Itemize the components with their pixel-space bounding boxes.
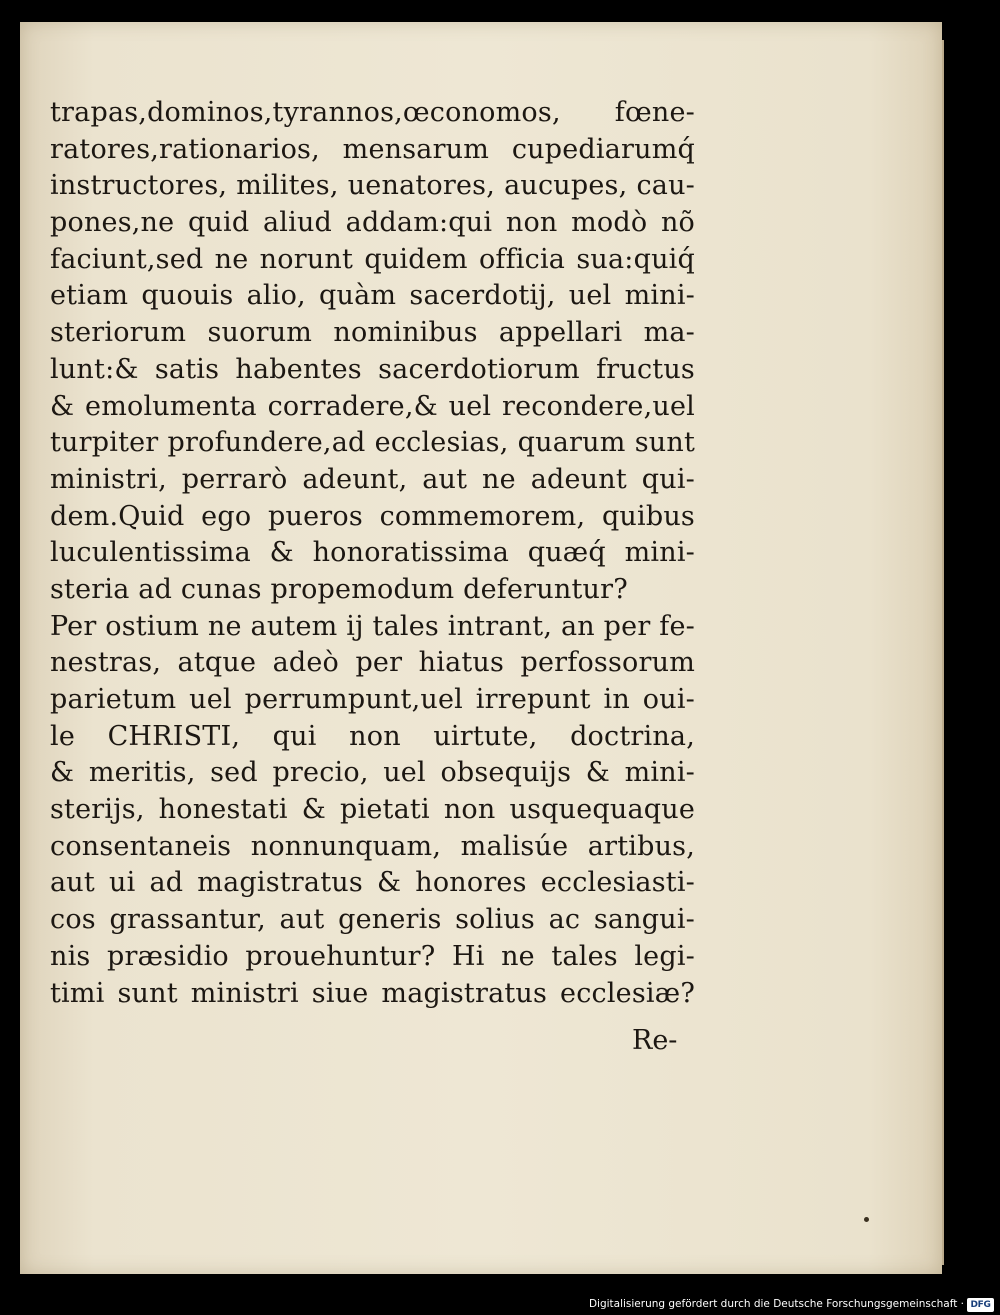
text-line-6: etiam quouis alio, quàm sacerdotij, uel mini- <box>50 280 695 312</box>
page-text <box>50 95 695 1012</box>
text-line-16: nestras, atque adeò per hiatus perfossorum <box>50 647 695 679</box>
text-line-14: steria ad cunas propemodum deferuntur? <box>50 573 628 605</box>
text-line-2: ratores,rationarios, mensarum cupediarumq́ <box>50 133 695 165</box>
text-line-18: le CHRISTI, qui non uirtute, doctrina, <box>50 720 695 752</box>
text-line-12: dem.Quid ego pueros commemorem, quibus <box>50 500 695 532</box>
catchword: Re- <box>632 1025 678 1056</box>
text-line-10: turpiter profundere,ad ecclesias, quarum sunt <box>50 427 695 459</box>
funding-credit: Digitalisierung gefördert durch die Deutsche Forschungsgemeinschaft · <box>588 1298 964 1310</box>
text-line-4: pones,ne quid aliud addam:qui non modò nõ <box>50 207 695 239</box>
text-line-7: steriorum suorum nominibus appellari ma- <box>50 317 695 349</box>
text-line-24: nis præsidio prouehuntur? Hi ne tales legi- <box>50 940 695 972</box>
text-line-5: faciunt,sed ne norunt quidem officia sua:quiq́ <box>50 243 695 275</box>
ink-speck <box>864 1217 869 1222</box>
text-line-20: sterijs, honestati & pietati non usquequaque <box>50 794 695 826</box>
text-line-11: ministri, perrarò adeunt, aut ne adeunt qui- <box>50 463 695 495</box>
text-line-25: timi sunt ministri siue magistratus ecclesiæ? <box>50 977 695 1009</box>
text-line-8: lunt:& satis habentes sacerdotiorum fructus <box>50 353 695 385</box>
text-line-9: & emolumenta corradere,& uel recondere,uel <box>50 390 695 422</box>
text-line-3: instructores, milites, uenatores, aucupes, cau- <box>50 170 695 202</box>
dfg-logo-icon: DFG <box>967 1298 994 1312</box>
text-line-13: luculentissima & honoratissima quæq́ mini- <box>50 537 695 569</box>
text-line-23: cos grassantur, aut generis solius ac sangui- <box>50 904 695 936</box>
text-line-1: trapas,dominos,tyrannos,œconomos, fœne- <box>50 97 695 128</box>
text-line-15: Per ostium ne autem ij tales intrant, an per fe- <box>50 610 695 642</box>
text-line-22: aut ui ad magistratus & honores ecclesiasti- <box>50 867 695 899</box>
text-line-19: & meritis, sed precio, uel obsequijs & mini- <box>50 757 695 789</box>
text-line-21: consentaneis nonnunquam, malisúe artibus, <box>50 830 695 862</box>
text-line-17: parietum uel perrumpunt,uel irrepunt in oui- <box>50 684 695 715</box>
